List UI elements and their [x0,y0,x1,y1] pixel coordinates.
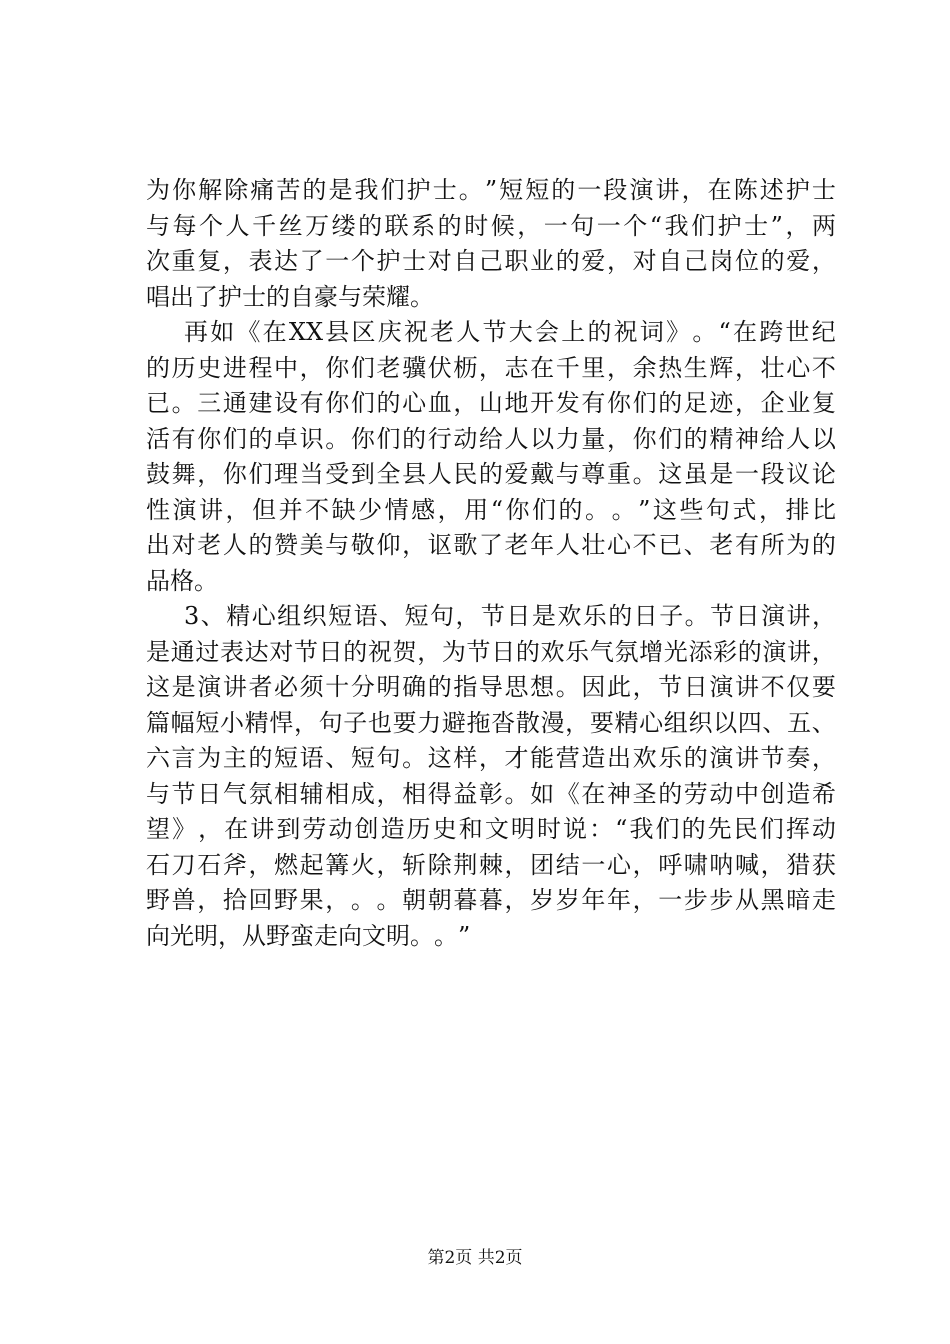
text-line: 篇 幅 短 小 精 悍 ， 句 子 也 要 力 避 拖 沓 散 漫 ， 要 精 心 组 织 以 四 、 五 、 [146,708,836,737]
text-line: 出 对 老 人 的 赞 美 与 敬 仰 ， 讴 歌 了 老 年 人 壮 心 不 已 、 老 有 所 为 的 [146,531,836,559]
document-body [146,173,836,954]
page-footer: 第2页 共2页 [427,1248,523,1268]
text-line: 再 如 《 在 XX 县 区 庆 祝 老 人 节 大 会 上 的 祝 词 》 。 “ 在 跨 世 纪 [184,318,836,346]
text-line: 性 演 讲 ， 但 并 不 缺 少 情 感 ， 用 “ 你 们 的 。 。 ” 这 些 句 式 ， 排 比 [146,495,836,524]
text-line: 3 、 精 心 组 织 短 语 、 短 句 ， 节 日 是 欢 乐 的 日 子 。 节 日 演 讲 ， [184,602,836,630]
text-line: 这 是 演 讲 者 必 须 十 分 明 确 的 指 导 思 想 。 因 此 ， 节 日 演 讲 不 仅 要 [146,673,836,701]
text-line: 是 通 过 表 达 对 节 日 的 祝 贺 ， 为 节 日 的 欢 乐 气 氛 增 光 添 彩 的 演 讲 ， [146,637,836,666]
text-line: 石 刀 石 斧 ， 燃 起 篝 火 ， 斩 除 荆 棘 ， 团 结 一 心 ， 呼 啸 呐 喊 ， 猎 获 [146,850,836,879]
text-line: 的 历 史 进 程 中 ， 你 们 老 骥 伏 枥 ， 志 在 千 里 ， 余 热 生 辉 ， 壮 心 不 [146,353,836,382]
text-line: 为 你 解 除 痛 苦 的 是 我 们 护 士 。 ” 短 短 的 一 段 演 讲 ， 在 陈 述 护 士 [146,176,836,204]
text-line: 鼓 舞 ， 你 们 理 当 受 到 全 县 人 民 的 爱 戴 与 尊 重 。 这 虽 是 一 段 议 论 [146,460,836,488]
text-line: 已 。 三 通 建 设 有 你 们 的 心 血 ， 山 地 开 发 有 你 们 的 足 迹 ， 企 业 复 [146,389,836,417]
text-line: 六 言 为 主 的 短 语 、 短 句 。 这 样 ， 才 能 营 造 出 欢 乐 的 演 讲 节 奏 ， [146,744,836,772]
text-line: 唱 出 了 护 士 的 自 豪 与 荣 耀 。 [146,282,434,311]
text-line: 与 节 日 气 氛 相 辅 相 成 ， 相 得 益 彰 。 如 《 在 神 圣 的 劳 动 中 创 造 希 [146,779,836,808]
text-line: 野 兽 ， 拾 回 野 果 ， 。 。 朝 朝 暮 暮 ， 岁 岁 年 年 ， 一 步 步 从 黑 暗 走 [146,886,836,914]
text-line: 与 每 个 人 千 丝 万 缕 的 联 系 的 时 候 ， 一 句 一 个 “ 我 们 护 士 ” ， 两 [146,211,836,240]
text-line: 望 》 ， 在 讲 到 劳 动 创 造 历 史 和 文 明 时 说 ： “ 我 们 的 先 民 们 挥 动 [146,815,836,843]
text-line: 活 有 你 们 的 卓 识 。 你 们 的 行 动 给 人 以 力 量 ， 你 们 的 精 神 给 人 以 [146,424,836,453]
text-line: 品 格 。 [146,566,218,595]
text-line: 次 重 复 ， 表 达 了 一 个 护 士 对 自 己 职 业 的 爱 ， 对 自 己 岗 位 的 爱 ， [146,247,836,275]
text-line: 向 光 明 ， 从 野 蛮 走 向 文 明 。 。 ” [146,921,471,950]
